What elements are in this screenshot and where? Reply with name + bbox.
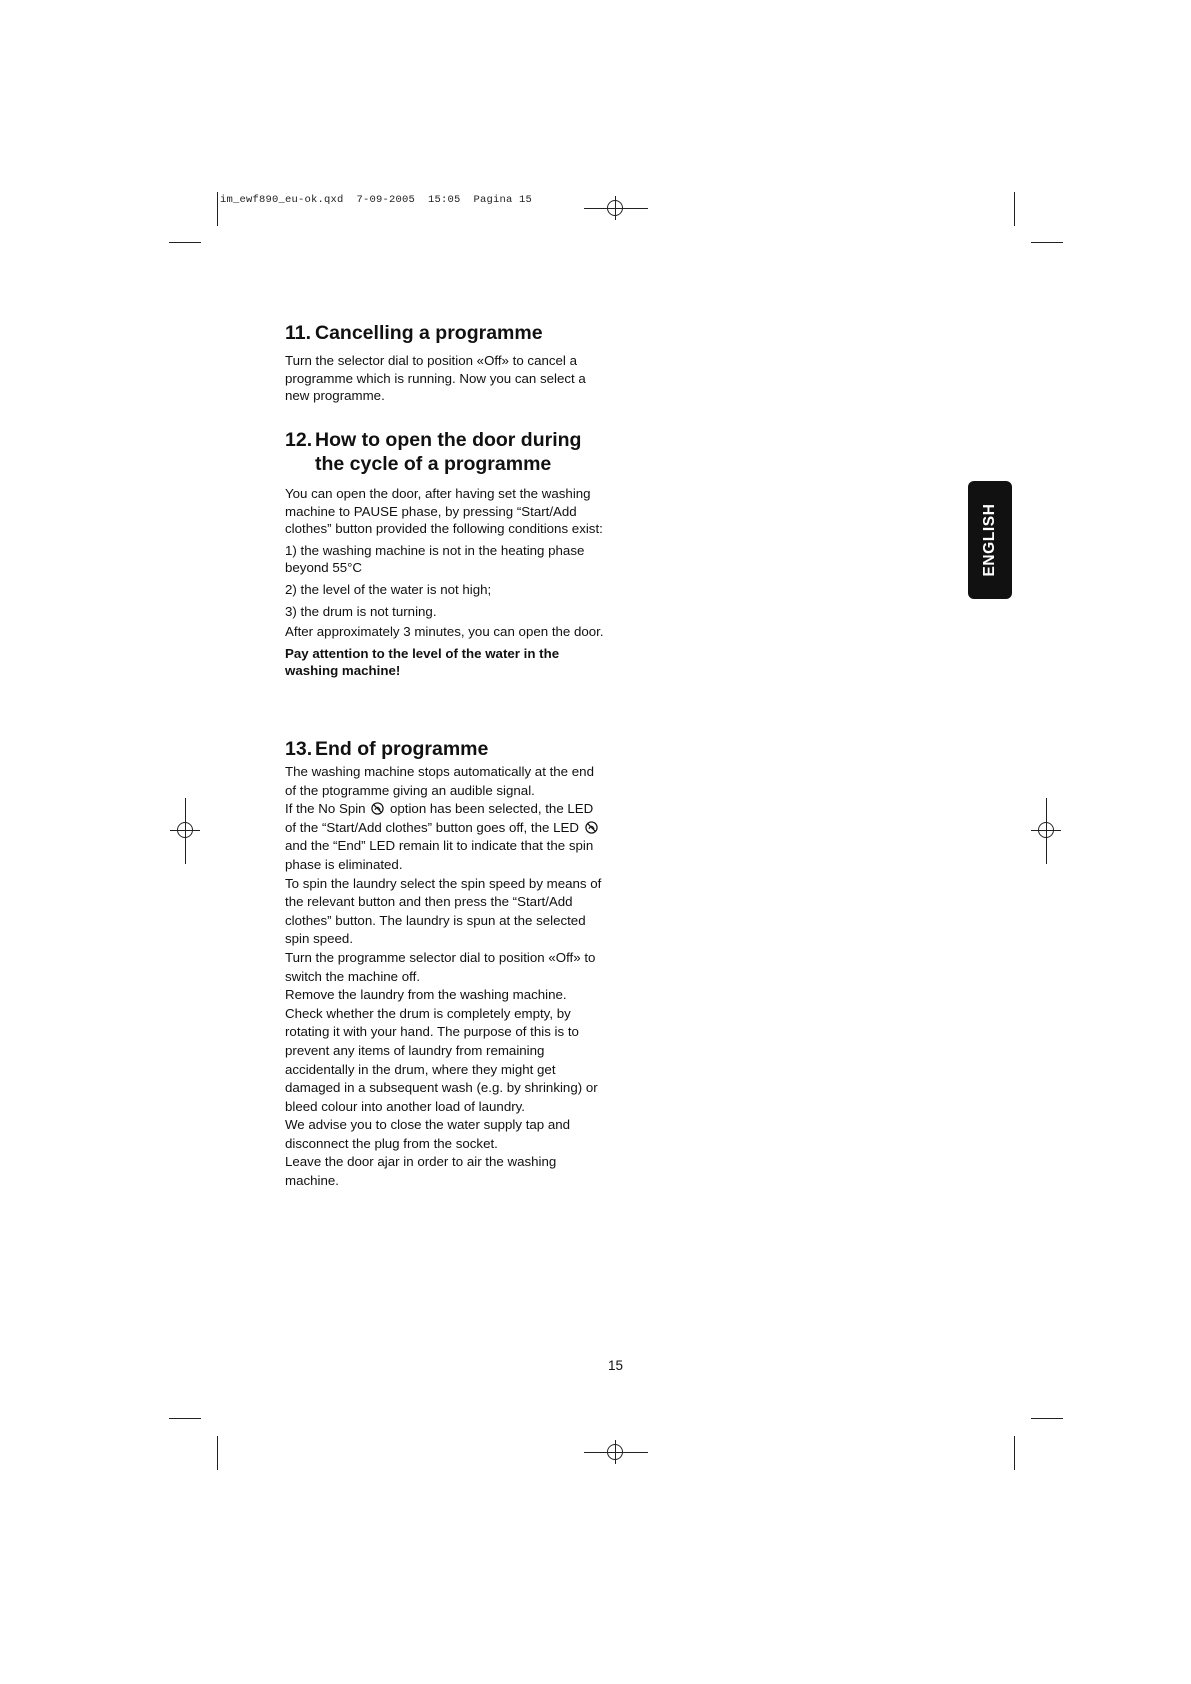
section-13-p8: Leave the door ajar in order to air the washing machine. (285, 1154, 557, 1189)
section-13-p6: Check whether the drum is completely empty, by rotating it with your hand. The purpose of this is to prevent any items of laundry from remaining accidentally in the drum, where they might get damaged in a subsequent wash (e.g. by shrinking) or bleed colour into another load of laundry. (285, 1005, 598, 1114)
section-12-intro: You can open the door, after having set the washing machine to PAUSE phase, by pressing “Start/Add clothes” button provided the following conditions exist: (285, 486, 603, 537)
section-12-heading (285, 428, 605, 476)
text-run: option has been selected, the LED of the “Start/Add clothes” button goes off, the LED (285, 801, 594, 835)
condition-item: 2) the level of the water is not high; (285, 581, 492, 597)
crop-mark (169, 242, 201, 243)
section-title: End of programme (315, 738, 489, 760)
section-title-continued: the cycle of a programme (315, 453, 552, 475)
section-13-p2 (285, 800, 605, 874)
print-slug: im_ewf890_eu-ok.qxd 7-09-2005 15:05 Pagina 15 (220, 194, 533, 206)
crop-mark (1031, 242, 1063, 243)
section-number: 13. (285, 738, 313, 760)
no-spin-icon (585, 821, 598, 834)
section-title: How to open the door during (315, 429, 582, 451)
section-13-heading (285, 737, 605, 761)
section-13-p5: Remove the laundry from the washing machine. (285, 987, 567, 1003)
language-tab-label: ENGLISH (981, 503, 998, 577)
section-12-after: After approximately 3 minutes, you can open the door. (285, 624, 604, 640)
crop-mark (217, 192, 218, 226)
condition-item: 1) the washing machine is not in the heating phase beyond 55°C (285, 542, 585, 576)
section-11 (285, 321, 605, 405)
text-run: If the No Spin (285, 801, 366, 817)
section-number: 11. (285, 322, 312, 344)
registration-mark (177, 822, 193, 838)
condition-item: 3) the drum is not turning. (285, 603, 437, 619)
section-13-p3: To spin the laundry select the spin speed by means of the relevant button and then press the “Start/Add clothes” button. The laundry is spun at the selected spin speed. (285, 875, 602, 947)
text-run: and the “End” LED remain lit to indicate that the spin phase is eliminated. (285, 838, 594, 872)
section-13-p7: We advise you to close the water supply tap and disconnect the plug from the socket. (285, 1117, 571, 1151)
section-13-p1: The washing machine stops automatically at the end of the ptogramme giving an audible signal. (285, 764, 594, 798)
section-13-p4: Turn the programme selector dial to position «Off» to switch the machine off. (285, 949, 596, 984)
section-title: Cancelling a programme (315, 322, 543, 344)
crop-mark (1031, 1418, 1063, 1419)
registration-mark (607, 1444, 623, 1460)
language-tab (968, 481, 1012, 599)
registration-mark (607, 200, 623, 216)
registration-mark (1038, 822, 1054, 838)
page-number: 15 (608, 1358, 624, 1373)
section-11-heading (285, 321, 605, 345)
crop-mark (1014, 192, 1015, 226)
crop-mark (217, 1436, 218, 1470)
crop-mark (169, 1418, 201, 1419)
section-number: 12. (285, 429, 313, 451)
section-12 (285, 428, 605, 680)
no-spin-icon (371, 802, 384, 815)
section-11-body: Turn the selector dial to position «Off» to cancel a programme which is running. Now you can select a new programme. (285, 353, 586, 404)
water-level-warning: Pay attention to the level of the water in the washing machine! (285, 645, 560, 679)
section-13 (285, 737, 605, 1191)
crop-mark (1014, 1436, 1015, 1470)
